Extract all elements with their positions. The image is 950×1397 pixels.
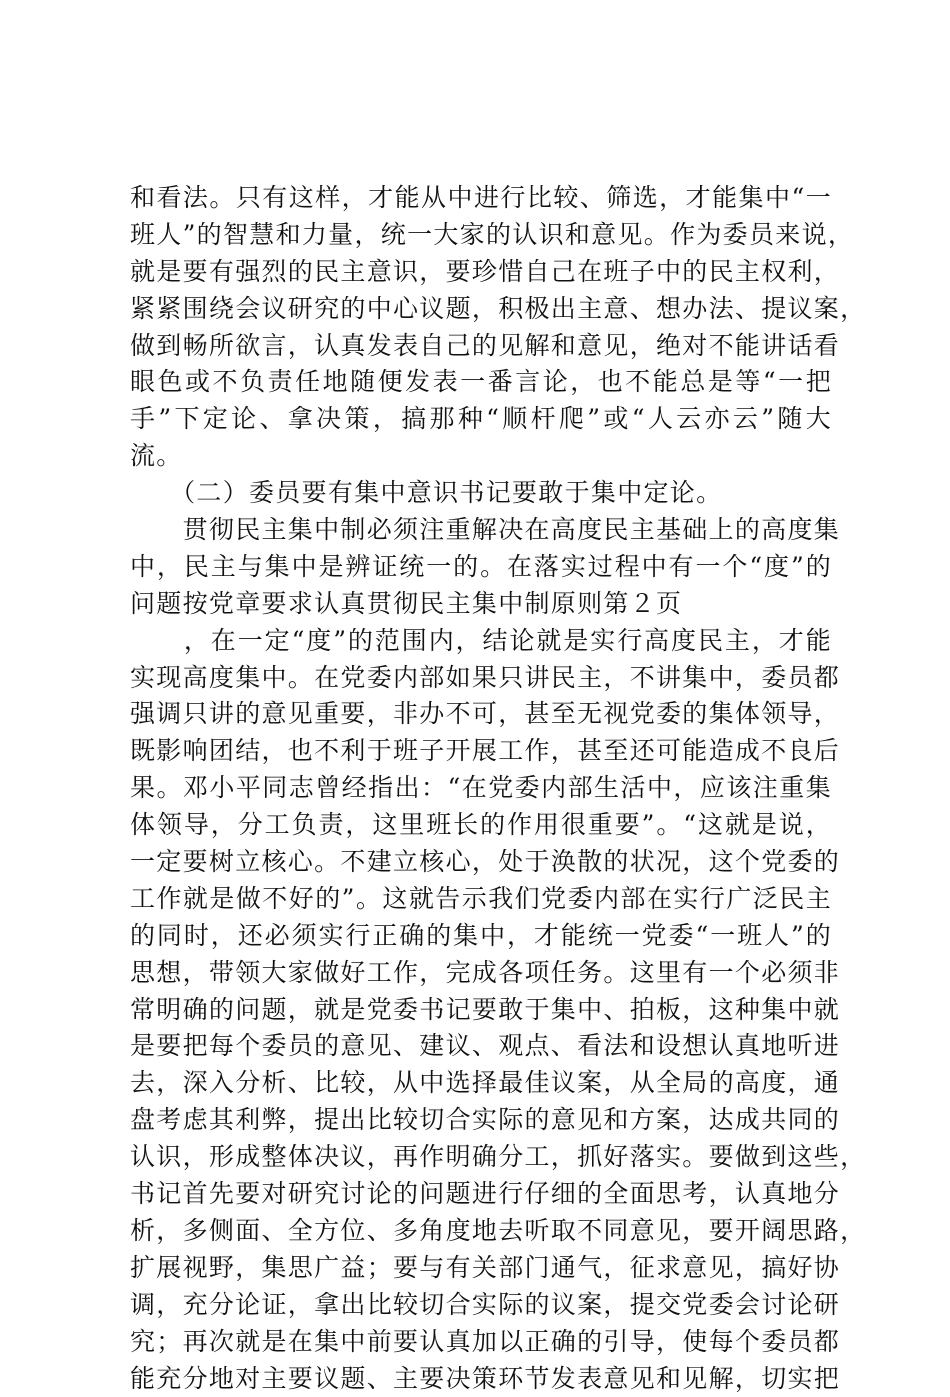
document-body xyxy=(130,180,832,1397)
text-line: 果。邓小平同志曾经指出：“在党委内部生活中，应该注重集 xyxy=(130,770,832,807)
text-line: 体领导，分工负责，这里班长的作用很重要”。“这就是说， xyxy=(130,807,832,844)
text-line: 问题按党章要求认真贯彻民主集中制原则第２页 xyxy=(130,586,832,623)
text-line: 就是要有强烈的民主意识，要珍惜自己在班子中的民主权利， xyxy=(130,254,832,291)
text-line: 究；再次就是在集中前要认真加以正确的引导，使每个委员都 xyxy=(130,1324,832,1361)
text-line: 贯彻民主集中制必须注重解决在高度民主基础上的高度集 xyxy=(130,512,832,549)
text-line: 一定要树立核心。不建立核心，处于涣散的状况，这个党委的 xyxy=(130,844,832,881)
text-line: 认识，形成整体决议，再作明确分工，抓好落实。要做到这些， xyxy=(130,1139,832,1176)
text-line: 中，民主与集中是辨证统一的。在落实过程中有一个“度”的 xyxy=(130,549,832,586)
text-line: 思想，带领大家做好工作，完成各项任务。这里有一个必须非 xyxy=(130,955,832,992)
text-line: 流。 xyxy=(130,438,832,475)
text-line: 眼色或不负责任地随便发表一番言论，也不能总是等“一把 xyxy=(130,364,832,401)
text-line: 强调只讲的意见重要，非办不可，甚至无视党委的集体领导， xyxy=(130,696,832,733)
text-line: 和看法。只有这样，才能从中进行比较、筛选，才能集中“一 xyxy=(130,180,832,217)
text-line: 做到畅所欲言，认真发表自己的见解和意见，绝对不能讲话看 xyxy=(130,328,832,365)
text-line: 析，多侧面、全方位、多角度地去听取不同意见，要开阔思路， xyxy=(130,1213,832,1250)
text-line: 去，深入分析、比较，从中选择最佳议案，从全局的高度，通 xyxy=(130,1065,832,1102)
text-line: 扩展视野，集思广益；要与有关部门通气，征求意见，搞好协 xyxy=(130,1250,832,1287)
text-line: 工作就是做不好的”。这就告示我们党委内部在实行广泛民主 xyxy=(130,881,832,918)
text-line: 能充分地对主要议题、主要决策环节发表意见和见解，切实把 xyxy=(130,1361,832,1397)
text-line: 紧紧围绕会议研究的中心议题，积极出主意、想办法、提议案， xyxy=(130,291,832,328)
text-line: 既影响团结，也不利于班子开展工作，甚至还可能造成不良后 xyxy=(130,733,832,770)
text-line: 是要把每个委员的意见、建议、观点、看法和设想认真地听进 xyxy=(130,1028,832,1065)
text-line: ，在一定“度”的范围内，结论就是实行高度民主，才能 xyxy=(130,623,832,660)
text-line: 班人”的智慧和力量，统一大家的认识和意见。作为委员来说， xyxy=(130,217,832,254)
text-line: （二）委员要有集中意识书记要敢于集中定论。 xyxy=(130,475,832,512)
text-line: 调，充分论证，拿出比较切合实际的议案，提交党委会讨论研 xyxy=(130,1287,832,1324)
text-line: 书记首先要对研究讨论的问题进行仔细的全面思考，认真地分 xyxy=(130,1176,832,1213)
text-line: 的同时，还必须实行正确的集中，才能统一党委“一班人”的 xyxy=(130,918,832,955)
text-line: 常明确的问题，就是党委书记要敢于集中、拍板，这种集中就 xyxy=(130,992,832,1029)
text-line: 盘考虑其利弊，提出比较切合实际的意见和方案，达成共同的 xyxy=(130,1102,832,1139)
text-line: 实现高度集中。在党委内部如果只讲民主，不讲集中，委员都 xyxy=(130,660,832,697)
text-line: 手”下定论、拿决策，搞那种“顺杆爬”或“人云亦云”随大 xyxy=(130,401,832,438)
